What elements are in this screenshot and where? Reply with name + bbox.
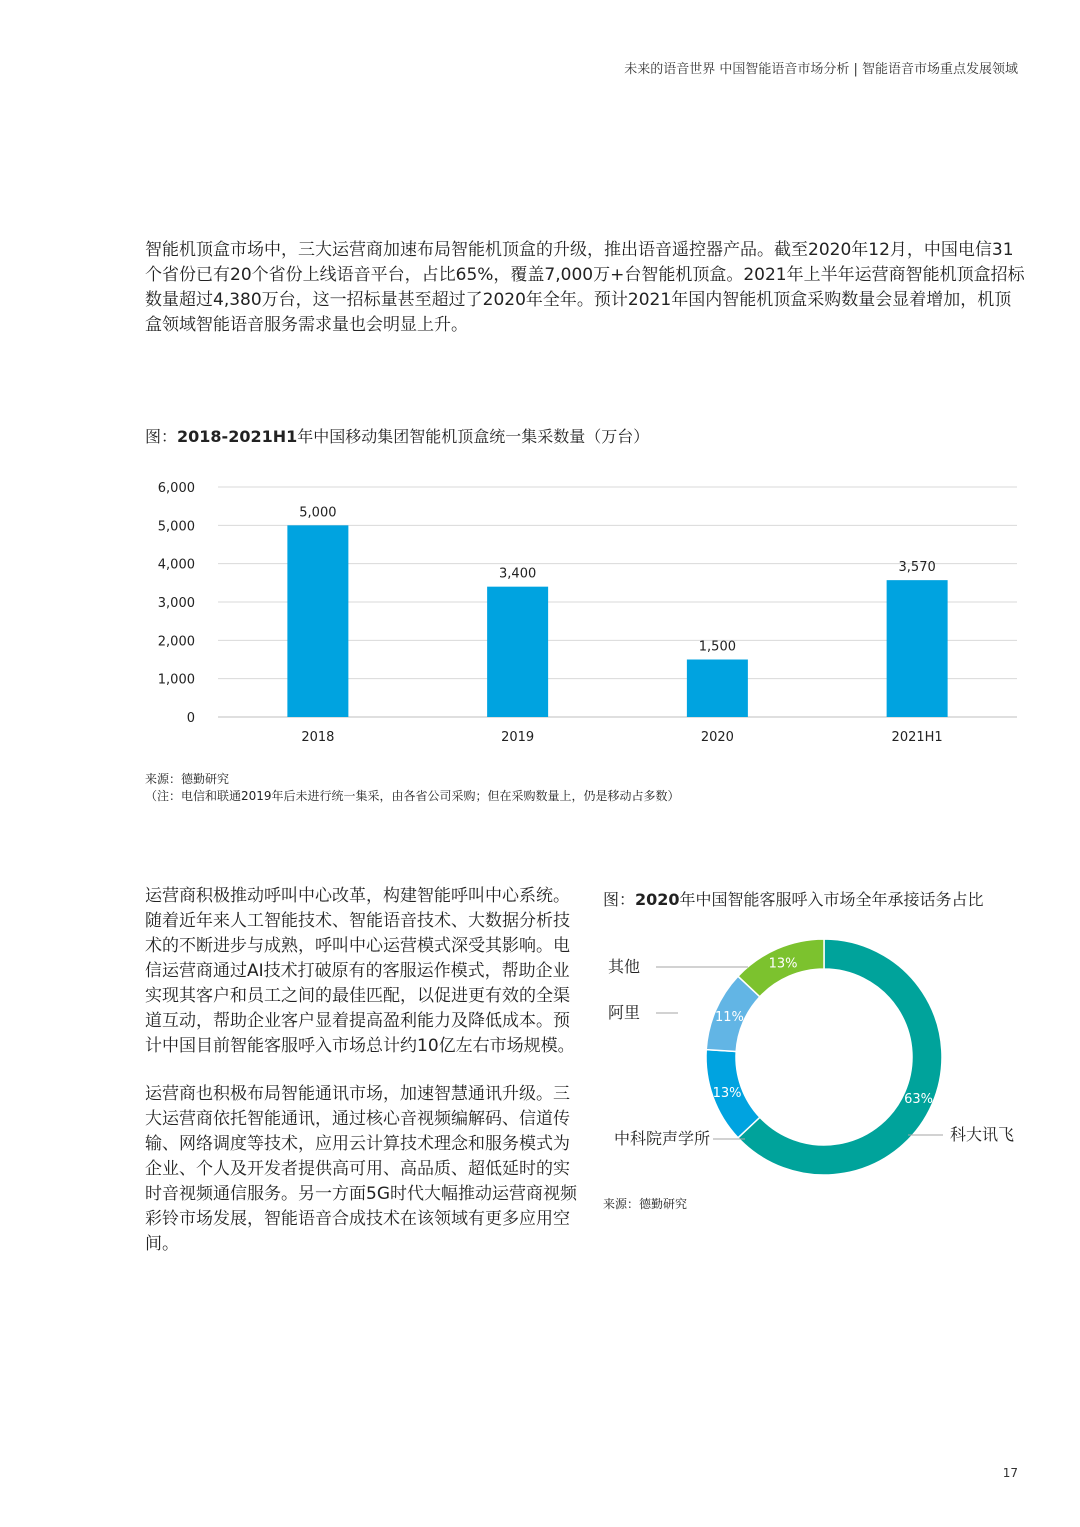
donut-chart: [598, 925, 1028, 1190]
figure2-title: [603, 887, 984, 910]
bar: [287, 525, 348, 717]
paragraph-set-top-box: 智能机顶盒市场中，三大运营商加速布局智能机顶盒的升级，推出语音遥控器产品。截至2020年12月，中国电信31个省份已有20个省份上线语音平台，占比65%，覆盖7,000万+台智能机顶盒。2021年上半年运营商智能机顶盒招标数量超过4,380万台，这一招标量甚至超过了2020年全年。预计2021年国内智能机顶盒采购数量会显着增加，机顶盒领域智能语音服务需求量也会明显上升。: [145, 240, 1025, 335]
x-tick-label: 2019: [501, 730, 535, 745]
figure1-title-bold: 2018-2021H1: [177, 427, 298, 446]
figure1-title: [145, 424, 649, 447]
y-tick-label: 6,000: [157, 481, 195, 496]
y-tick-label: 4,000: [157, 557, 195, 573]
data-label: 1,500: [698, 639, 736, 655]
slice-category-label: 中科院声学所: [613, 1129, 710, 1148]
bar: [687, 660, 748, 718]
y-tick-label: 3,000: [157, 596, 195, 611]
data-label: 5,000: [299, 505, 337, 521]
slice-value-label: 63%: [904, 1091, 933, 1107]
figure2-title-rest: 年中国智能客服呼入市场全年承接话务占比: [679, 890, 984, 909]
y-tick-label: 0: [186, 711, 195, 726]
figure1-note: （注：电信和联通2019年后未进行统一集采，由各省公司采购；但在采购数量上，仍是移动占多数）: [145, 789, 680, 803]
data-label: 3,570: [898, 560, 936, 576]
x-tick-label: 2020: [700, 730, 734, 745]
page-number: 17: [1002, 1466, 1018, 1480]
slice-value-label: 11%: [715, 1010, 744, 1026]
x-tick-label: 2021H1: [891, 730, 943, 745]
running-header: 未来的语音世界 中国智能语音市场分析 | 智能语音市场重点发展领域: [624, 62, 1018, 77]
bar: [487, 587, 548, 717]
slice-category-label: 其他: [607, 957, 640, 976]
slice-category-label: 阿里: [607, 1003, 640, 1022]
bar: [887, 580, 948, 717]
slice-value-label: 13%: [768, 956, 798, 972]
y-tick-label: 2,000: [157, 634, 195, 650]
paragraph-smart-communication: 运营商也积极布局智能通讯市场，加速智慧通讯升级。三大运营商依托智能通讯，通过核心音视频编解码、信道传输、网络调度等技术，应用云计算技术理念和服务模式为企业、个人及开发者提供高可用、高品质、超低延时的实时音视频通信服务。另一方面5G时代大幅推动运营商视频彩铃市场发展，智能语音合成技术在该领域有更多应用空间。: [145, 1084, 577, 1254]
bar-chart: [140, 470, 1030, 755]
figure2-source: 来源：德勤研究: [603, 1197, 688, 1211]
paragraph-call-center: 运营商积极推动呼叫中心改革，构建智能呼叫中心系统。随着近年来人工智能技术、智能语音技术、大数据分析技术的不断进步与成熟，呼叫中心运营模式深受其影响。电信运营商通过AI技术打破原有的客服运作模式，帮助企业实现其客户和员工之间的最佳匹配，以促进更有效的全渠道互动，帮助企业客户显着提高盈利能力及降低成本。预计中国目前智能客服呼入市场总计约10亿左右市场规模。: [145, 886, 575, 1056]
y-tick-label: 1,000: [157, 672, 195, 688]
x-tick-label: 2018: [301, 730, 335, 745]
figure1-title-prefix: 图：: [145, 427, 178, 446]
slice-category-label: 科大讯飞: [950, 1125, 1015, 1144]
slice-value-label: 13%: [712, 1085, 742, 1101]
data-label: 3,400: [499, 566, 537, 582]
figure2-title-prefix: 图：: [603, 890, 636, 909]
figure1-source: 来源：德勤研究: [145, 772, 230, 786]
y-tick-label: 5,000: [157, 519, 195, 535]
figure2-title-bold: 2020: [635, 890, 680, 909]
figure1-source-block: [145, 771, 680, 805]
figure1-title-rest: 年中国移动集团智能机顶盒统一集采数量（万台）: [297, 427, 650, 446]
